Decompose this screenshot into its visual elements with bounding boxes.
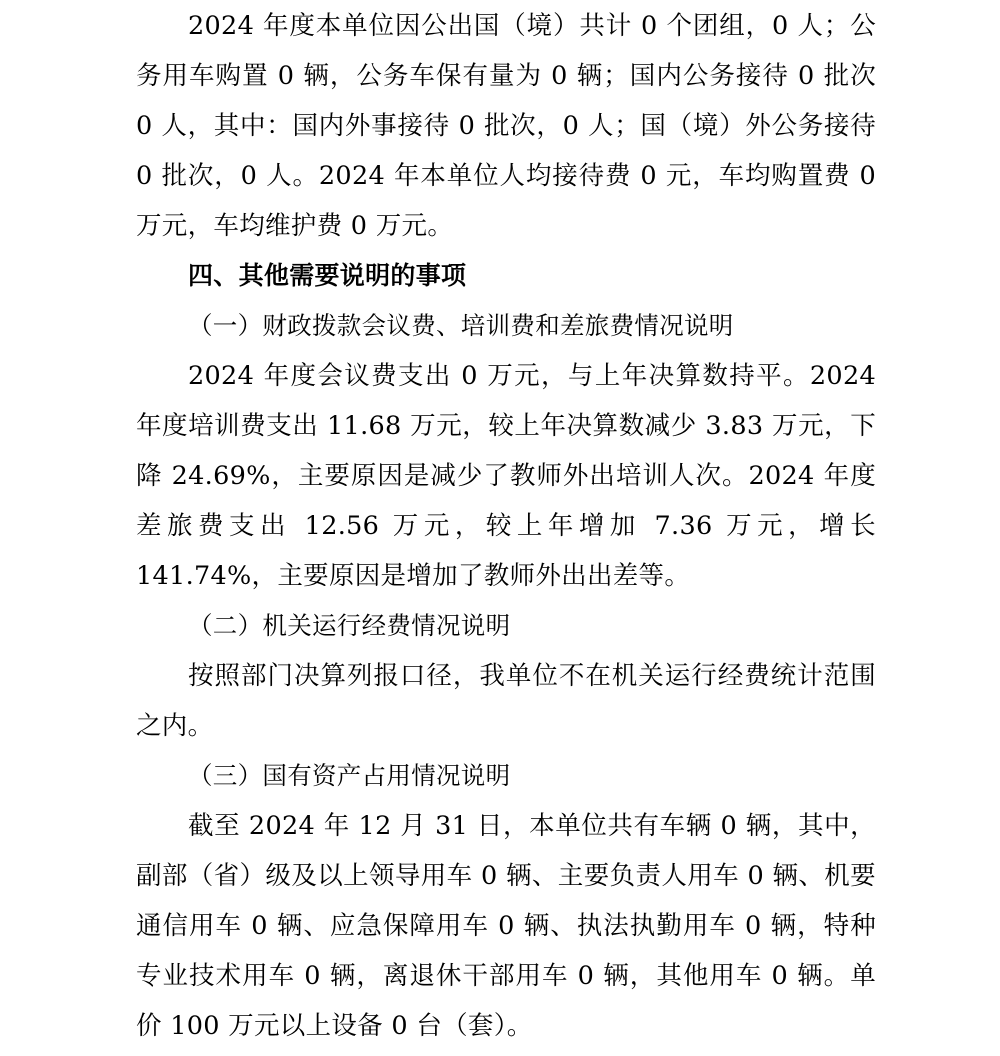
paragraph-state-assets: 截至 2024 年 12 月 31 日，本单位共有车辆 0 辆，其中，副部（省）级及以上领导用车 0 辆、主要负责人用车 0 辆、机要通信用车 0 辆、应急保障用车 0 辆、执法执勤用车 0 辆，特种专业技术用车 0 辆，离退休干部用车 0 辆，其他用车 0 辆。单价 100 万元以上设备 0 台（套）。	[136, 811, 876, 1041]
document-page	[136, 0, 876, 1051]
paragraph-operating-expenses: 按照部门决算列报口径，我单位不在机关运行经费统计范围之内。	[136, 661, 876, 741]
subheading-state-assets: （三）国有资产占用情况说明	[188, 761, 511, 790]
paragraph-overseas-vehicles-reception: 2024 年度本单位因公出国（境）共计 0 个团组，0 人；公务用车购置 0 辆，公务车保有量为 0 辆；国内公务接待 0 批次 0 人，其中：国内外事接待 0 批次，0 人；国（境）外公务接待 0 批次，0 人。2024 年本单位人均接待费 0 元，车均购置费 0 万元，车均维护费 0 万元。	[136, 11, 876, 241]
subheading-meeting-training-travel: （一）财政拨款会议费、培训费和差旅费情况说明	[188, 311, 734, 340]
paragraph-meeting-training-travel: 2024 年度会议费支出 0 万元，与上年决算数持平。2024 年度培训费支出 11.68 万元，较上年决算数减少 3.83 万元，下降 24.69%，主要原因是减少了教师外出培训人次。2024 年度差旅费支出 12.56 万元，较上年增加 7.36 万元，增长 141.74%，主要原因是增加了教师外出出差等。	[136, 361, 876, 591]
subheading-operating-expenses: （二）机关运行经费情况说明	[188, 611, 511, 640]
section-heading-other-matters: 四、其他需要说明的事项	[188, 261, 467, 290]
